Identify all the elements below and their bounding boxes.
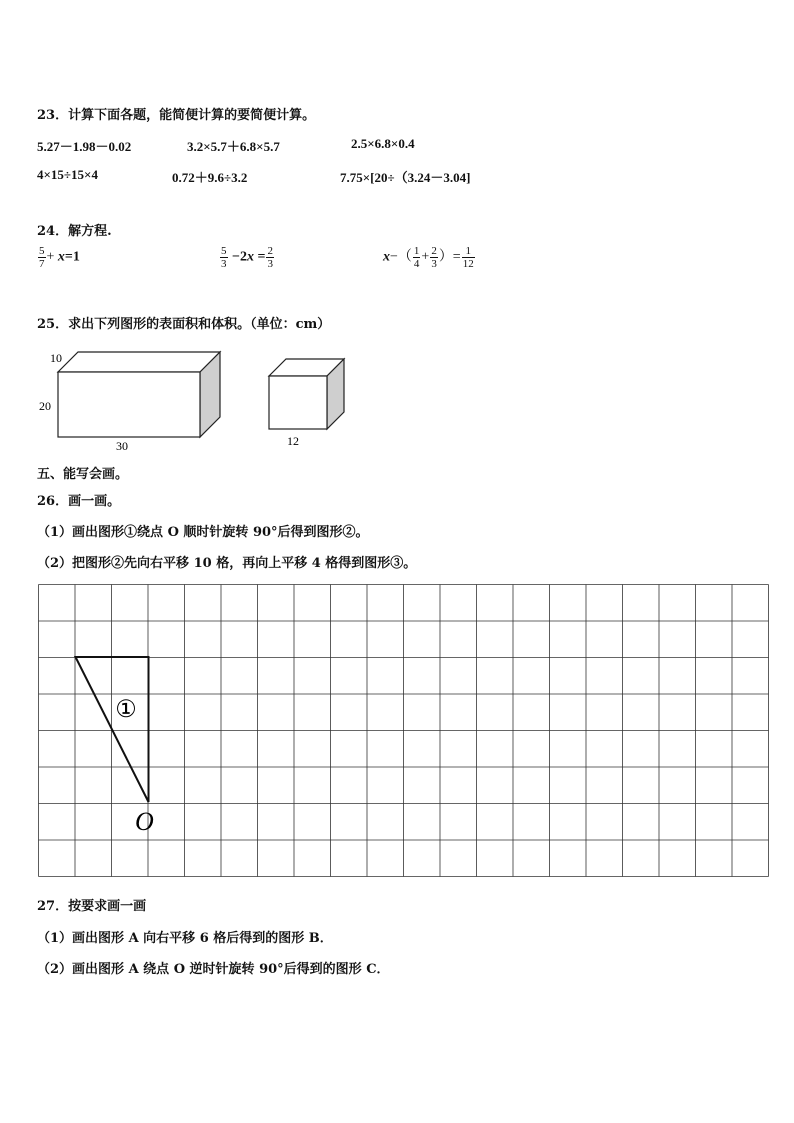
equation-3-rhs-fraction: $\frac{1}{12}$	[462, 245, 474, 270]
equation-2-rhs-fraction: $\frac{2}{3}$	[267, 245, 273, 270]
q24-title: 24．解方程.	[37, 224, 112, 239]
drawing-grid	[37, 583, 771, 879]
q26-title: 26．画一画。	[37, 494, 121, 509]
q23-expr-6: 7.75×[20÷（3.24－3.04]	[340, 170, 471, 185]
cube-edge-label: 12	[287, 434, 299, 448]
q27-item-1: （1）画出图形 A 向右平移 6 格后得到的图形 B．	[37, 931, 333, 946]
equation-3: x−（ $\frac{1}{4}$ + $\frac{2}{3}$ ）= $\frac{1}{12}$	[383, 245, 474, 270]
q23-expr-5: 0.72＋9.6÷3.2	[172, 170, 248, 185]
q23-expr-4: 4×15÷15×4	[37, 167, 98, 182]
solid-figures	[30, 340, 360, 455]
cuboid-depth-label: 10	[50, 351, 62, 365]
q23-expr-2: 3.2×5.7＋6.8×5.7	[187, 139, 280, 154]
q23-expr-1: 5.27－1.98－0.02	[37, 139, 132, 154]
q26-item-1: （1）画出图形①绕点 O 顺时针旋转 90°后得到图形②。	[37, 525, 369, 540]
equation-3-fraction-2: $\frac{2}{3}$	[431, 245, 437, 270]
cuboid-length-label: 30	[116, 439, 128, 453]
q26-item-2: （2）把图形②先向右平移 10 格，再向上平移 4 格得到图形③。	[37, 556, 417, 571]
q23-expr-3: 2.5×6.8×0.4	[351, 136, 415, 151]
equation-1-fraction: $\frac{5}{7}$	[39, 245, 45, 270]
equation-2-fraction: $\frac{5}{3}$	[221, 245, 227, 270]
equation-3-fraction-1: $\frac{1}{4}$	[413, 245, 420, 270]
point-o-label: O	[135, 807, 154, 836]
equation-1: $\frac{5}{7}$ + x=1	[39, 245, 80, 270]
triangle-figure-1	[76, 657, 149, 802]
q25-title: 25．求出下列图形的表面积和体积。（单位：cm）	[37, 317, 331, 332]
q27-title: 27．按要求画一画	[37, 899, 147, 914]
cube-figure	[269, 359, 344, 448]
cuboid-figure	[39, 351, 220, 453]
cuboid-height-label: 20	[39, 399, 51, 413]
q27-item-2: （2）画出图形 A 绕点 O 逆时针旋转 90°后得到的图形 C．	[37, 962, 390, 977]
q23-title: 23．计算下面各题，能简便计算的要简便计算。	[37, 108, 316, 123]
section-5-title: 五、能写会画。	[37, 467, 129, 482]
triangle-label: ①	[115, 697, 137, 723]
equation-2: $\frac{5}{3}$ −2x = $\frac{2}{3}$	[221, 245, 273, 270]
